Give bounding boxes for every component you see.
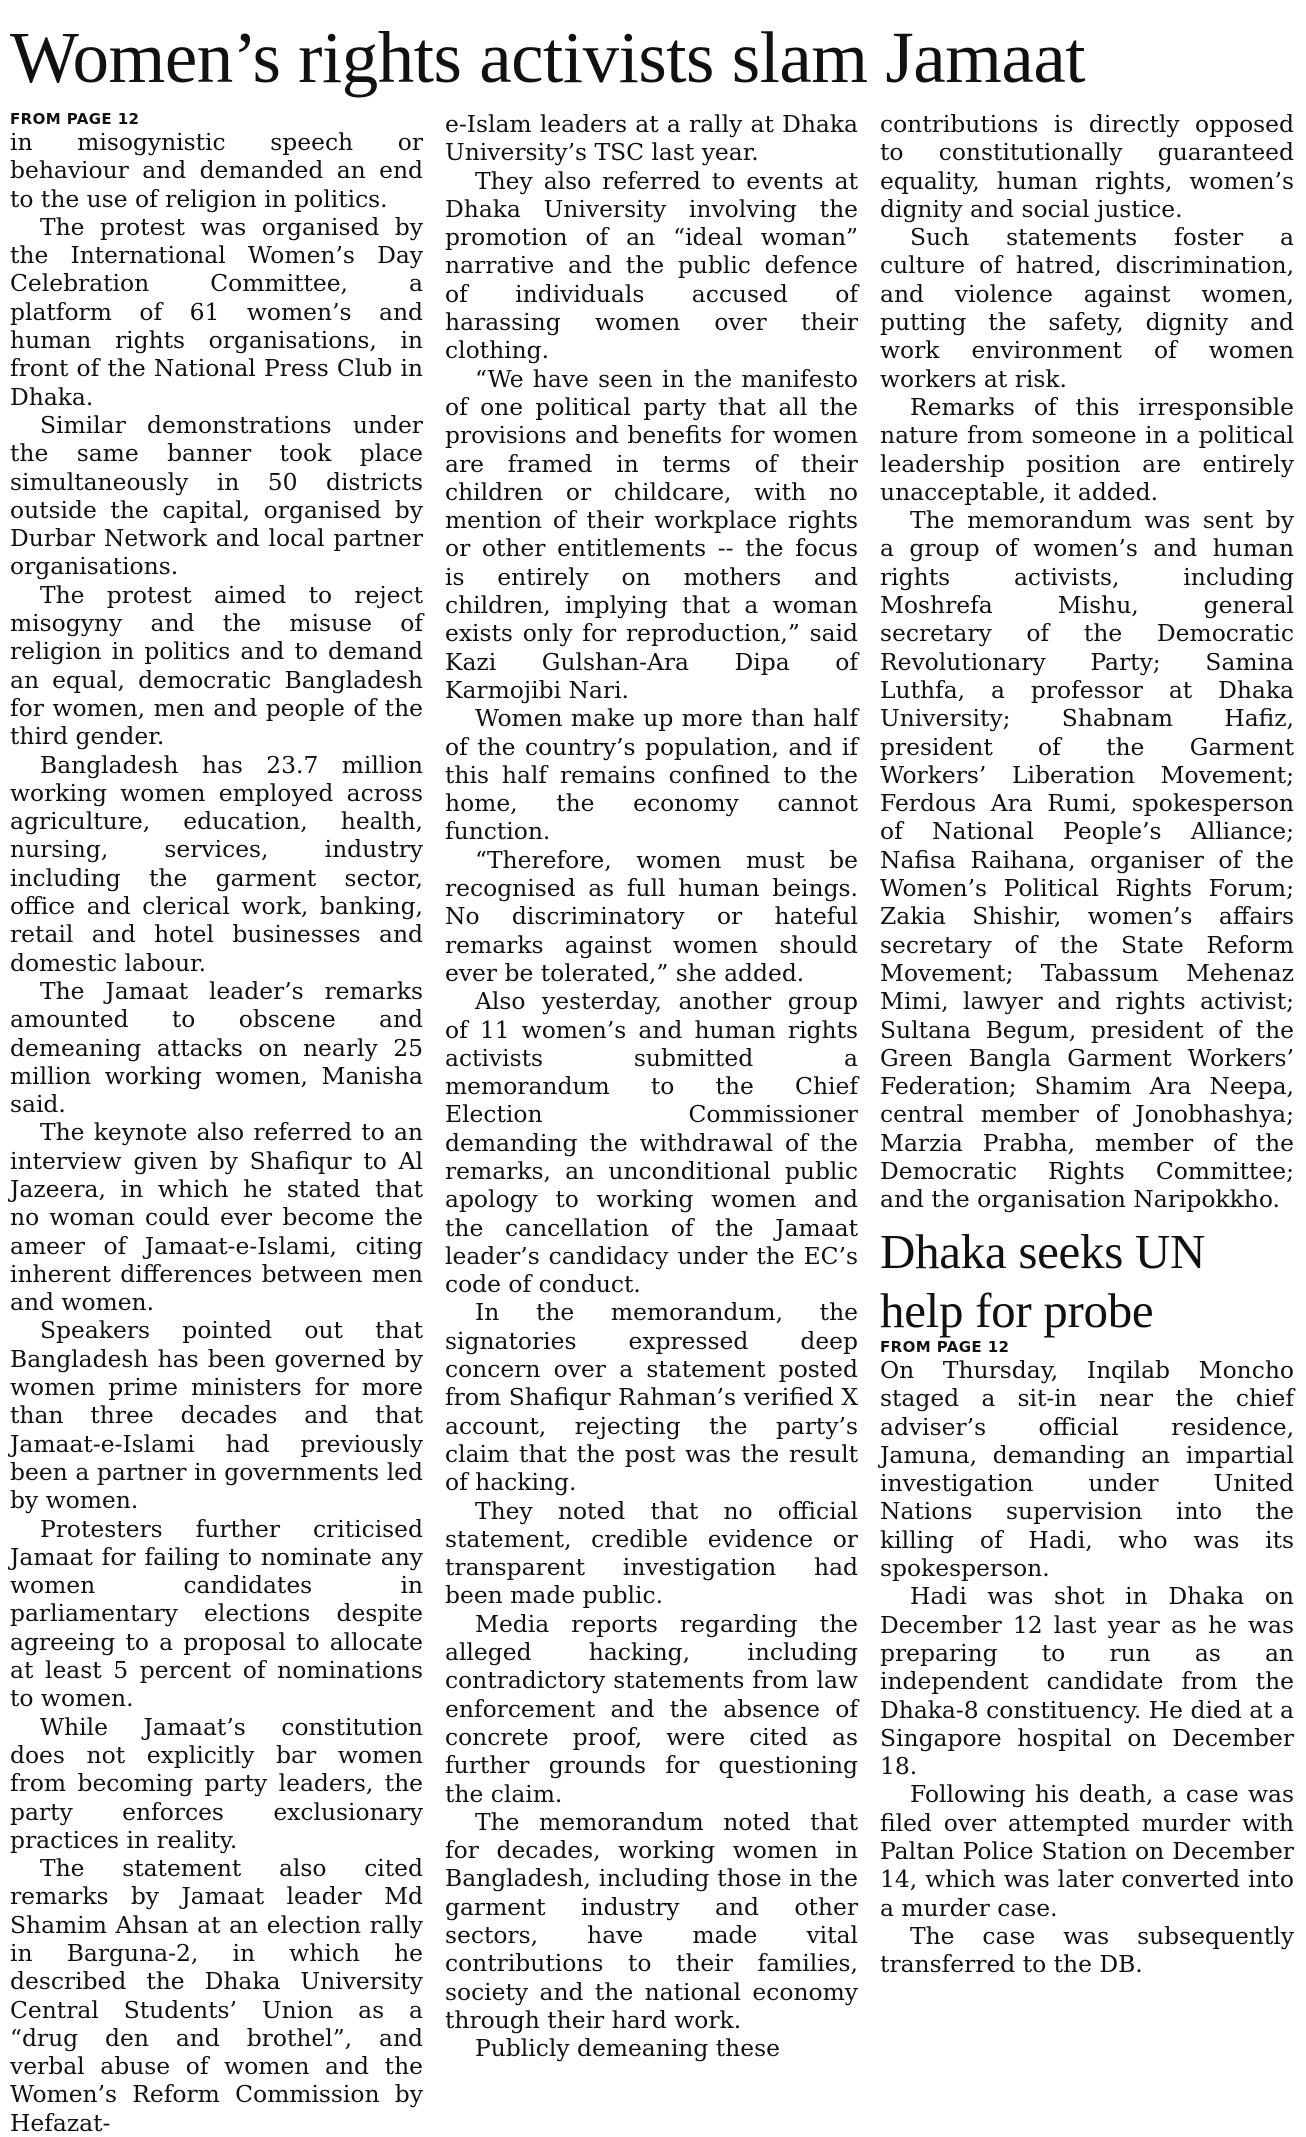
paragraph: The protest was organised by the International Women’s Day Celebration Committee, a platform of 61 women’s and human rights organisations, in front of the National Press Club in Dhaka. (10, 212, 423, 411)
paragraph: e-Islam leaders at a rally at Dhaka University’s TSC last year. (445, 110, 858, 167)
article-column-2 (445, 110, 858, 2062)
paragraph: Media reports regarding the alleged hacking, including contradictory statements from law enforcement and the absence of concrete proof, were cited as further grounds for questioning the claim. (445, 1609, 858, 1808)
second-article-headline: Dhaka seeks UN help for probe (880, 1224, 1206, 1338)
paragraph: The keynote also referred to an interview given by Shafiqur to Al Jazeera, in which he stated that no woman could ever become the ameer of Jamaat-e-Islami, citing inherent differences between men and women. (10, 1118, 423, 1317)
paragraph: The protest aimed to reject misogyny and the misuse of religion in politics and to demand an equal, democratic Bangladesh for women, men and people of the third gender. (10, 580, 423, 751)
paragraph: Protesters further criticised Jamaat for failing to nominate any women candidates in parliamentary elections despite agreeing to a proposal to allocate at least 5 percent of nominations to women. (10, 1514, 423, 1713)
article-column-3 (880, 110, 1294, 1214)
paragraph: contributions is directly opposed to constitutionally guaranteed equality, human rights, women’s dignity and social justice. (880, 110, 1294, 223)
paragraph: Speakers pointed out that Bangladesh has been governed by women prime ministers for more than three decades and that Jamaat-e-Islami had previously been a partner in governments led by women. (10, 1316, 423, 1515)
paragraph: While Jamaat’s constitution does not explicitly bar women from becoming party leaders, the party enforces exclusionary practices in reality. (10, 1712, 423, 1854)
second-article-body (880, 1338, 1294, 1979)
paragraph: In the memorandum, the signatories expressed deep concern over a statement posted from Shafiqur Rahman’s verified X account, rejecting the party’s claim that the post was the result of hacking. (445, 1298, 858, 1497)
paragraph: Similar demonstrations under the same banner took place simultaneously in 50 districts outside the capital, organised by Durbar Network and local partner organisations. (10, 410, 423, 581)
article-column-1 (10, 110, 423, 2137)
paragraph: Such statements foster a culture of hatred, discrimination, and violence against women, putting the safety, dignity and work environment of women workers at risk. (880, 223, 1294, 393)
paragraph: The memorandum noted that for decades, working women in Bangladesh, including those in the garment industry and other sectors, have made vital contributions to their families, society and the national economy through their hard work. (445, 1807, 858, 2034)
paragraph: Hadi was shot in Dhaka on December 12 last year as he was preparing to run as an independent candidate from the Dhaka-8 constituency. He died at a Singapore hospital on December 18. (880, 1582, 1294, 1781)
paragraph: The Jamaat leader’s remarks amounted to obscene and demeaning attacks on nearly 25 million working women, Manisha said. (10, 976, 423, 1119)
paragraph: “We have seen in the manifesto of one political party that all the provisions and benefits for women are framed in terms of their children or childcare, with no mention of their workplace rights or other entitlements -- the focus is entirely on mothers and children, implying that a woman exists only for reproduction,” said Kazi Gulshan-Ara Dipa of Karmojibi Nari. (445, 364, 858, 704)
from-page-kicker: FROM PAGE 12 (10, 110, 140, 128)
paragraph: The memorandum was sent by a group of women’s and human rights activists, including Moshrefa Mishu, general secretary of the Democratic Revolutionary Party; Samina Luthfa, a professor at Dhaka University; Shabnam Hafiz, president of the Garment Workers’ Liberation Movement; Ferdous Ara Rumi, spokesperson of National People’s Alliance; Nafisa Raihana, organiser of the Women’s Political Rights Forum; Zakia Shishir, women’s affairs secretary of the State Reform Movement; Tabassum Mehenaz Mimi, lawyer and rights activist; Sultana Begum, president of the Green Bangla Garment Workers’ Federation; Shamim Ara Neepa, central member of Jonobhashya; Marzia Prabha, member of the Democratic Rights Committee; and the organisation Naripokkho. (880, 506, 1294, 1214)
paragraph: They noted that no official statement, credible evidence or transparent investigation had been made public. (445, 1496, 858, 1610)
paragraph: On Thursday, Inqilab Moncho staged a sit-in near the chief adviser’s official residence, Jamuna, demanding an impartial investigation under United Nations supervision into the killing of Hadi, who was its spokesperson. (880, 1356, 1294, 1583)
paragraph: Remarks of this irresponsible nature from someone in a political leadership position are entirely unacceptable, it added. (880, 392, 1294, 506)
paragraph: Also yesterday, another group of 11 women’s and human rights activists submitted a memorandum to the Chief Election Commissioner demanding the withdrawal of the remarks, an unconditional public apology to working women and the cancellation of the Jamaat leader’s candidacy under the EC’s code of conduct. (445, 987, 858, 1299)
paragraph: The case was subsequently transferred to the DB. (880, 1921, 1294, 1979)
from-page-kicker: FROM PAGE 12 (880, 1338, 1010, 1356)
paragraph: The statement also cited remarks by Jamaat leader Md Shamim Ahsan at an election rally in Barguna-2, in which he described the Dhaka University Central Students’ Union as a “drug den and brothel”, and verbal abuse of women and the Women’s Reform Commission by Hefazat- (10, 1854, 423, 2137)
paragraph: Following his death, a case was filed over attempted murder with Paltan Police Station on December 14, which was later converted into a murder case. (880, 1780, 1294, 1922)
paragraph: Women make up more than half of the country’s population, and if this half remains confined to the home, the economy cannot function. (445, 704, 858, 846)
paragraph: “Therefore, women must be recognised as full human beings. No discriminatory or hateful remarks against women should ever be tolerated,” she added. (445, 845, 858, 987)
paragraph: Bangladesh has 23.7 million working women employed across agriculture, education, health, nursing, services, industry including the garment sector, office and clerical work, banking, retail and hotel businesses and domestic labour. (10, 750, 423, 977)
paragraph: Publicly demeaning these (475, 2034, 780, 2063)
headline: Women’s rights activists slam Jamaat (10, 17, 1086, 98)
paragraph: in misogynistic speech or behaviour and demanded an end to the use of religion in politics. (10, 128, 423, 213)
paragraph: They also referred to events at Dhaka University involving the promotion of an “ideal woman” narrative and the public defence of individuals accused of harassing women over their clothing. (445, 166, 858, 365)
